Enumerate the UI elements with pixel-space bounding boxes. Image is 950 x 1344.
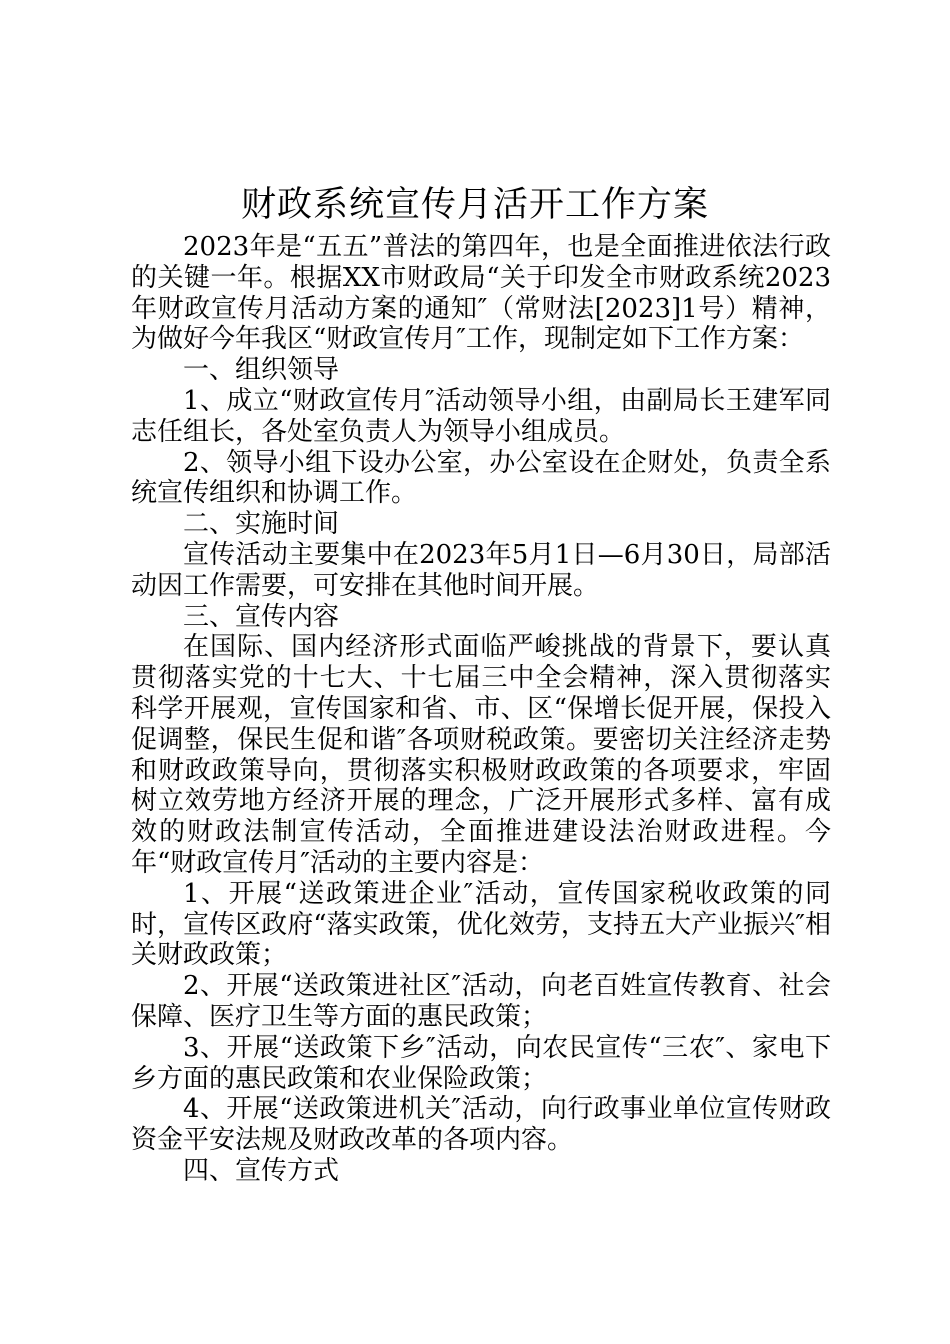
list-item-community: 2、开展“送政策进社区″活动，向老百姓宣传教育、社会保障、医疗卫生等方面的惠民政策； [131, 971, 831, 1032]
paragraph-schedule: 宣传活动主要集中在2023年5月1日—6月30日，局部活动因工作需要，可安排在其他时间开展。 [131, 539, 831, 601]
list-item-agencies: 4、开展“送政策进机关″活动，向行政事业单位宣传财政资金平安法规及财政改革的各项内容。 [131, 1094, 831, 1156]
paragraph-content: 在国际、国内经济形式面临严峻挑战的背景下，要认真贯彻落实党的十七大、十七届三中全会精神，深入贯彻落实科学开展观，宣传国家和省、市、区“保增长促开展，保投入促调整，保民生促和谐″各项财税政策。要密切关注经济走势和财政政策导向，贯彻落实积极财政政策的各项要求，牢固树立效劳地方经济开展的理念，广泛开展形式多样、富有成效的财政法制宣传活动，全面推进建设法治财政进程。今年“财政宣传月″活动的主要内容是： [131, 632, 831, 878]
section-heading-organization: 一、组织领导 [183, 355, 340, 386]
section-heading-schedule: 二、实施时间 [183, 509, 340, 540]
paragraph-office: 2、领导小组下设办公室，办公室设在企财处，负责全系统宣传组织和协调工作。 [131, 447, 831, 509]
list-item-enterprise: 1、开展“送政策进企业″活动，宣传国家税收政策的同时，宣传区政府“落实政策，优化效劳，支持五大产业振兴″相关财政政策； [131, 878, 831, 971]
section-heading-content: 三、宣传内容 [183, 601, 340, 632]
list-item-countryside: 3、开展“送政策下乡″活动，向农民宣传“三农″、家电下乡方面的惠民政策和农业保险政策； [131, 1032, 831, 1094]
document-title: 财政系统宣传月活开工作方案 [240, 185, 709, 225]
section-heading-methods: 四、宣传方式 [183, 1155, 340, 1186]
document-body [131, 232, 831, 1187]
intro-paragraph: 2023年是“五五”普法的第四年，也是全面推进依法行政的关键一年。根据XX市财政局“关于印发全市财政系统2023年财政宣传月活动方案的通知″（常财法[2023]1号）精神，为做好今年我区“财政宣传月″工作，现制定如下工作方案： [131, 232, 831, 355]
paragraph-leading-group: 1、成立“财政宣传月″活动领导小组，由副局长王建军同志任组长，各处室负责人为领导小组成员。 [131, 385, 831, 447]
